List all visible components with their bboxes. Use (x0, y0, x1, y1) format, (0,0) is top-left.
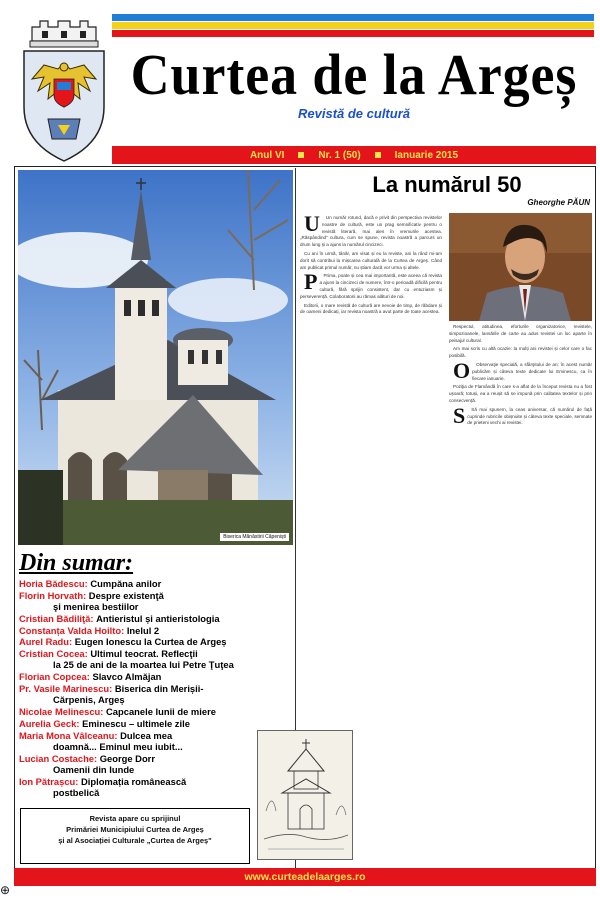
contents-work: Despre existenţă (88, 589, 164, 601)
support-box (20, 808, 250, 864)
article-paragraph: Am mai scris cu altă ocazie: la mulți ani revistei și celor care o fac posibilă. (449, 346, 592, 359)
contents-work: Capcanele lunii de miere (106, 705, 216, 717)
article-paragraph: Cu ani în urmă, tânăr, am visat și eu la reviste, ani la rând mi-am dorit să contribui la mișcarea culturală de la Curtea de Argeș. Când am publicat primul număr, nu știam dacă vor urma și altele. (300, 250, 442, 270)
contents-list (19, 578, 294, 799)
contents-work-continued: şi menirea bestiilor (53, 601, 139, 612)
contents-author: Florin Horvath: (19, 589, 87, 601)
contents-author: Constanța Valda Hoilto: (19, 624, 125, 636)
article-paragraph: Prima, poate și cea mai importantă, este aceea că revista a ajuns la cincizeci de numere, într-o perioadă dificilă pentru cultură, fără sprijin consistent, dar cu entuziasm și perseverență. Colaboratorii au rămas alături de noi. (300, 273, 442, 299)
dropcap: P (304, 269, 318, 295)
article-paragraph: Să mai spunem, la ceas aniversar, că numărul de față cuprinde rubricile obișnuite și câteva texte speciale, semnate de prieteni vechi ai revistei. (467, 406, 592, 426)
contents-work-continued: doamnă... Eminul meu iubit... (53, 740, 183, 752)
contents-work-continued: Oamenii din Iunde (53, 763, 135, 775)
magazine-title: Curtea de la Argeș (130, 42, 578, 107)
contents-author: Cristian Bădiliţă: (19, 612, 94, 624)
footer-bar (14, 868, 596, 886)
contents-author: Cristian Cocea: (19, 648, 88, 660)
contents-item (19, 753, 294, 775)
square-bullet-icon (375, 152, 381, 158)
contents-title: Din sumar: (19, 550, 134, 576)
contents-item (19, 578, 294, 589)
contents-work-continued: Cărpenis, Argeș (53, 694, 125, 706)
support-line-1: Revista apare cu sprijinul (89, 814, 181, 823)
article-title: La numărul 50 (372, 172, 522, 197)
article-column-2 (449, 324, 592, 864)
article-paragraph: Respectul, atitudinea, eforturile organizatorice, revistele, simpozioanele, lansările de carte au adus revistei un loc aparte în peisajul cultural. (449, 324, 592, 343)
dropcap: S (453, 402, 466, 428)
author-portrait (449, 213, 592, 321)
flag-stripe-blue (112, 14, 594, 21)
contents-work: Biserica din Merișii- (114, 682, 204, 694)
dropcap: U (304, 215, 320, 236)
contents-author: Aurel Radu: (19, 636, 73, 648)
contents-item (19, 730, 294, 752)
contents-item (19, 706, 294, 717)
support-line-2: Primăriei Municipiului Curtea de Argeș (66, 825, 204, 834)
contents-work: Diplomația românească (81, 775, 187, 787)
issue-year: Anul VI (249, 149, 285, 161)
flag-stripe-yellow (112, 22, 594, 29)
square-bullet-icon (298, 152, 304, 158)
contents-work-continued: postbelică (53, 786, 100, 798)
registration-mark-icon: ⊕ (0, 883, 11, 897)
contents-item (19, 683, 294, 705)
website-link[interactable]: www.curteadelaarges.ro (244, 871, 366, 883)
contents-work: Antieristul și antieristologia (96, 612, 220, 624)
article-paragraph: Poziţia de Flamândă în care s-a aflat de la început revista nu a fost ușoară; totuși, ea a reușit să se impună prin calitatea textelor și prin consecvență. (449, 384, 592, 403)
contents-author: Florian Copcea: (19, 671, 90, 683)
contents-author: Ion Pătrașcu: (19, 775, 79, 787)
contents-work: Eugen Ionescu la Curtea de Argeș (74, 636, 227, 648)
photo-caption: Biserica Mănăstirii Căpeniști (220, 533, 289, 541)
article-column-1 (300, 215, 442, 865)
masthead (112, 40, 596, 121)
contents-item (19, 590, 294, 612)
contents-work: Cumpăna anilor (90, 578, 162, 589)
contents-author: Aurelia Geck: (19, 717, 80, 729)
contents-author: Horia Bădescu: (19, 578, 88, 589)
flag-stripe-red (112, 30, 594, 37)
contents-item (19, 671, 294, 682)
contents-author: Nicolae Melinescu: (19, 705, 104, 717)
dropcap: O (453, 357, 471, 383)
contents-work: George Dorr (99, 752, 155, 764)
contents-author: Lucian Costache: (19, 752, 98, 764)
article-author: Gheorghe PĂUN (527, 198, 590, 207)
magazine-subtitle: Revistă de cultură (298, 106, 410, 121)
issue-date: Ianuarie 2015 (394, 149, 459, 161)
contents-work: Slavco Almăjan (92, 671, 162, 683)
contents-item (19, 613, 294, 624)
contents-work: Dulcea mea (120, 729, 173, 741)
contents-item (19, 718, 294, 729)
contents-author: Pr. Vasile Marinescu: (19, 682, 113, 694)
contents-work: Inelul 2 (126, 624, 160, 636)
article-paragraph: Observaţie specială, a sfârşitului de an: în acest număr publicăm și câteva texte dedicate lui Eminescu, ca în fiecare ianuarie. (472, 361, 592, 381)
coat-of-arms-icon (18, 15, 110, 165)
contents-item (19, 776, 294, 798)
contents-work: Ultimul teocrat. Reflecţii (90, 648, 198, 660)
church-photo (18, 170, 293, 545)
article-paragraph: Un număr rotund, dacă e privit din perspectiva revistelor noastre de cultură, este un prag semnificativ pentru o revistă literară, mai ales în vremurile acestea. „Răspândind” cultura, cum se spune, revista noastră a parcurs un drum lung și a ajuns la numărul cincizeci. (300, 215, 442, 248)
cover-photo (18, 170, 293, 545)
portrait-photo (449, 213, 592, 321)
support-line-3: și al Asociației Culturale „Curtea de Argeș" (58, 836, 212, 845)
contents-item (19, 636, 294, 647)
contents-work-continued: la 25 de ani de la moartea lui Petre Ţuţea (53, 659, 234, 671)
article-paragraph: Editorii, o mare revistă de cultură are nevoie de timp, de răbdare și de oameni dedicați, iar revista noastră a avut parte de toate acestea. (300, 302, 442, 315)
contents-author: Maria Mona Vâlceanu: (19, 729, 118, 741)
contents-item (19, 625, 294, 636)
issue-info-bar (112, 146, 596, 164)
contents-work: Eminescu – ultimele zile (82, 717, 190, 729)
contents-item (19, 648, 294, 670)
issue-number: Nr. 1 (50) (318, 149, 361, 161)
